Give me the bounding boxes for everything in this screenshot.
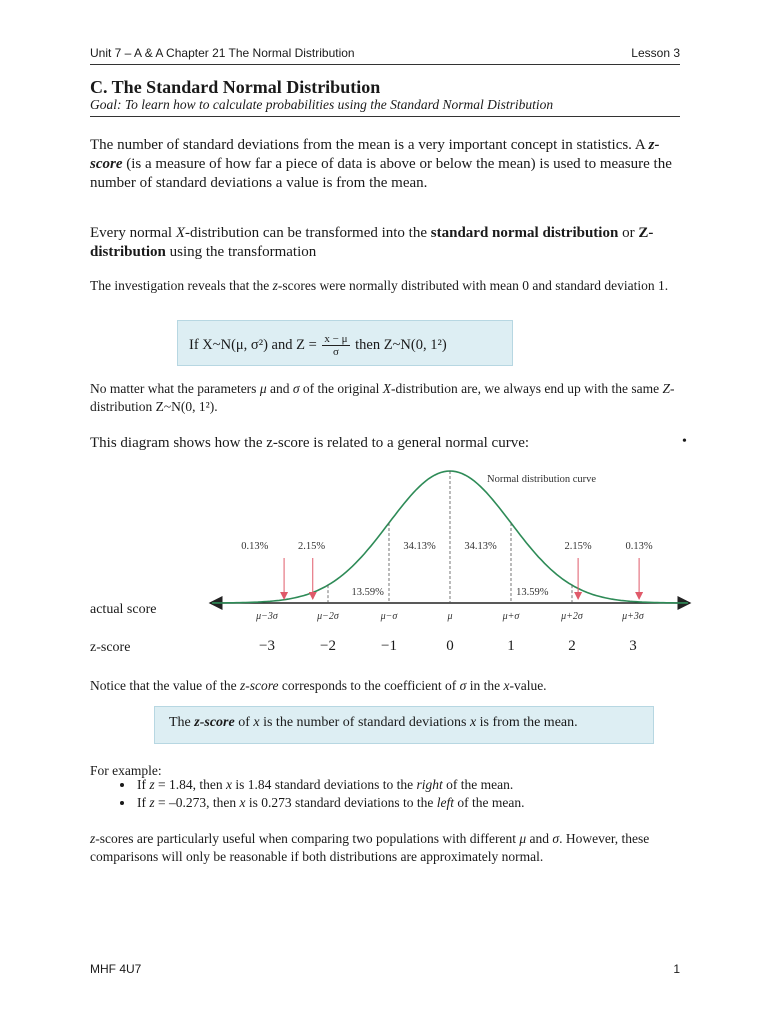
footer-course: MHF 4U7 [90,962,142,976]
band-percent-label: 13.59% [351,587,384,598]
para-comparisons: z-scores are particularly useful when comparing two populations with different μ and σ. However, these comparisons will only be reasonable if both distributions are approximately normal. [90,831,650,864]
para-transform: Every normal X-distribution can be transformed into the standard normal distribution or Z-distribution using the transformation [90,225,654,260]
zscore-definition-box: The z-score of x is the number of standard deviations x is from the mean. [154,706,654,744]
x-tick-label: μ−σ [380,611,398,622]
center-percent-label: 34.13% [464,541,497,552]
z-value: −3 [259,638,275,654]
z-score-label: z-score [90,640,131,655]
example-item: • If z = –0.273, then x is 0.273 standard deviations to the left of the mean. [135,794,695,812]
z-value: 2 [568,638,576,654]
goal-rule [90,116,680,117]
band-percent-label: 13.59% [516,587,549,598]
footer-page-number: 1 [673,962,680,976]
example-item: • If z = 1.84, then x is 1.84 standard deviations to the right of the mean. [135,776,695,794]
z-value: 1 [507,638,515,654]
x-tick-label: μ+2σ [561,611,583,622]
z-value: −2 [320,638,336,654]
x-tick-label: μ−2σ [317,611,339,622]
x-tick-label: μ−3σ [256,611,278,622]
center-percent-label: 34.13% [403,541,436,552]
formula-fraction: $\frac{x - \mu}{\sigma}$ [324,333,348,358]
tail-percent-label: 2.15% [297,541,326,552]
para-zscore-intro: The number of standard deviations from the mean is a very important concept in statistics. A z-score (is a measure of how far a piece of data is above or below the mean) is used to measure the number of standard deviations a value is from the mean. [90,137,672,191]
normal-curve-diagram [0,460,768,660]
x-tick-label: μ+σ [502,611,520,622]
actual-score-label: actual score [90,602,157,617]
curve-label: Normal distribution curve [487,474,597,485]
formula-box [177,320,513,366]
goal-text: Goal: To learn how to calculate probabilities using the Standard Normal Distribution [90,97,554,112]
formula-part2: then Z~N(0, 1²) [355,336,447,353]
example-list [90,776,695,812]
example-intro: For example: [90,763,162,778]
stray-bullet: • [682,434,687,449]
para-parameters: No matter what the parameters μ and σ of the original X-distribution are, we always end up with the same Z-distribution Z~N(0, 1²). [90,381,675,414]
x-tick-label: μ+3σ [622,611,644,622]
para-diagram-intro: This diagram shows how the z-score is related to a general normal curve: [90,435,530,451]
para-coefficient: Notice that the value of the z-score corresponds to the coefficient of σ in the x-value. [90,678,547,693]
formula-part1: If X~N(μ, σ²) and Z = [189,336,317,353]
para-investigation: The investigation reveals that the z-scores were normally distributed with mean 0 and standard deviation 1. [90,278,669,293]
header-unit: Unit 7 – A & A Chapter 21 The Normal Distribution [90,46,355,60]
header-rule [90,64,680,65]
tail-percent-label: 2.15% [564,541,592,552]
tail-percent-label: 0.13% [241,541,269,552]
page-title: C. The Standard Normal Distribution [90,77,381,97]
header-lesson: Lesson 3 [631,46,680,60]
z-value: 3 [629,638,637,654]
z-value: 0 [446,638,454,654]
z-value: −1 [381,638,397,654]
x-tick-label: μ [447,611,453,622]
tail-percent-label: 0.13% [625,541,653,552]
